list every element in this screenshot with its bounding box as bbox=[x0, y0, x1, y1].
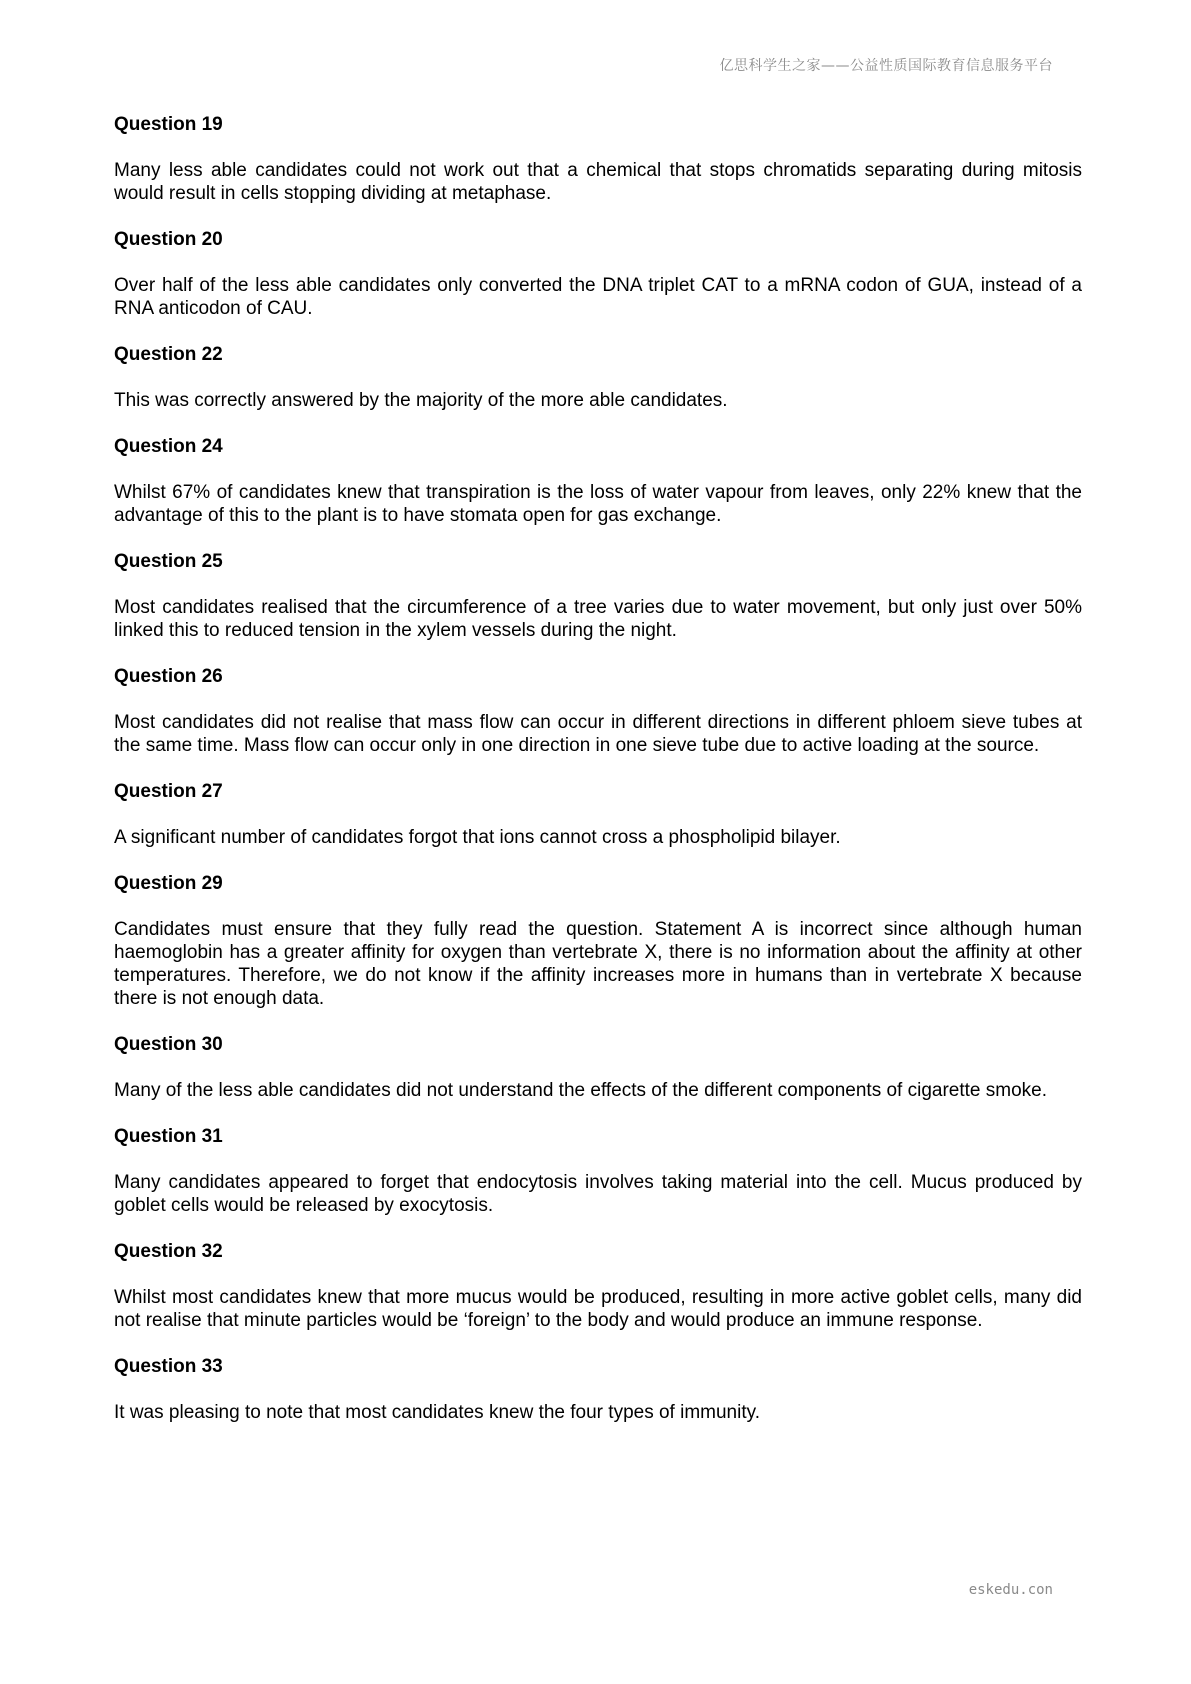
section-body: Many of the less able candidates did not understand the effects of the different components of cigarette smoke. bbox=[114, 1080, 1047, 1101]
section-heading: Question 32 bbox=[114, 1241, 223, 1262]
section-body: Over half of the less able candidates only converted the DNA triplet CAT to a mRNA codon of GUA, instead of a RNA anticodon of CAU. bbox=[114, 275, 1082, 319]
section-question-20 bbox=[114, 228, 1082, 320]
section-question-24 bbox=[114, 435, 1082, 527]
section-heading: Question 25 bbox=[114, 551, 223, 572]
document-body bbox=[114, 113, 1082, 1447]
section-question-33 bbox=[114, 1355, 1082, 1424]
page-footer: eskedu.con bbox=[968, 1582, 1053, 1598]
section-question-25 bbox=[114, 550, 1082, 642]
section-question-22 bbox=[114, 343, 1082, 412]
page-header: 亿思科学生之家——公益性质国际教育信息服务平台 bbox=[719, 58, 1053, 74]
section-body: It was pleasing to note that most candidates knew the four types of immunity. bbox=[114, 1402, 760, 1423]
section-body: Many less able candidates could not work out that a chemical that stops chromatids separating during mitosis would result in cells stopping dividing at metaphase. bbox=[114, 160, 1082, 204]
section-heading: Question 24 bbox=[114, 436, 223, 457]
section-body: This was correctly answered by the majority of the more able candidates. bbox=[114, 390, 728, 411]
section-heading: Question 20 bbox=[114, 229, 223, 250]
section-heading: Question 22 bbox=[114, 344, 223, 365]
section-body: Most candidates realised that the circumference of a tree varies due to water movement, but only just over 50% linked this to reduced tension in the xylem vessels during the night. bbox=[114, 597, 1082, 641]
section-question-30 bbox=[114, 1033, 1082, 1102]
section-heading: Question 30 bbox=[114, 1034, 223, 1055]
section-body: A significant number of candidates forgot that ions cannot cross a phospholipid bilayer. bbox=[114, 827, 841, 848]
section-body: Whilst 67% of candidates knew that transpiration is the loss of water vapour from leaves, only 22% knew that the advantage of this to the plant is to have stomata open for gas exchange. bbox=[114, 482, 1082, 526]
section-heading: Question 31 bbox=[114, 1126, 223, 1147]
section-question-29 bbox=[114, 872, 1082, 1010]
section-body: Whilst most candidates knew that more mucus would be produced, resulting in more active goblet cells, many did not realise that minute particles would be ‘foreign’ to the body and would produce an immune response. bbox=[114, 1287, 1082, 1331]
section-heading: Question 27 bbox=[114, 781, 223, 802]
section-body: Many candidates appeared to forget that endocytosis involves taking material into the cell. Mucus produced by goblet cells would be released by exocytosis. bbox=[114, 1172, 1082, 1216]
section-question-32 bbox=[114, 1240, 1082, 1332]
section-question-31 bbox=[114, 1125, 1082, 1217]
section-question-27 bbox=[114, 780, 1082, 849]
section-heading: Question 26 bbox=[114, 666, 223, 687]
section-body: Candidates must ensure that they fully read the question. Statement A is incorrect since although human haemoglobin has a greater affinity for oxygen than vertebrate X, there is no information about the affinity at other temperatures. Therefore, we do not know if the affinity increases more in humans than in vertebrate X because there is not enough data. bbox=[114, 919, 1082, 1009]
section-heading: Question 19 bbox=[114, 114, 223, 135]
section-question-26 bbox=[114, 665, 1082, 757]
section-body: Most candidates did not realise that mass flow can occur in different directions in different phloem sieve tubes at the same time. Mass flow can occur only in one direction in one sieve tube due to active loading at the source. bbox=[114, 712, 1082, 756]
section-heading: Question 33 bbox=[114, 1356, 223, 1377]
section-heading: Question 29 bbox=[114, 873, 223, 894]
section-question-19 bbox=[114, 113, 1082, 205]
